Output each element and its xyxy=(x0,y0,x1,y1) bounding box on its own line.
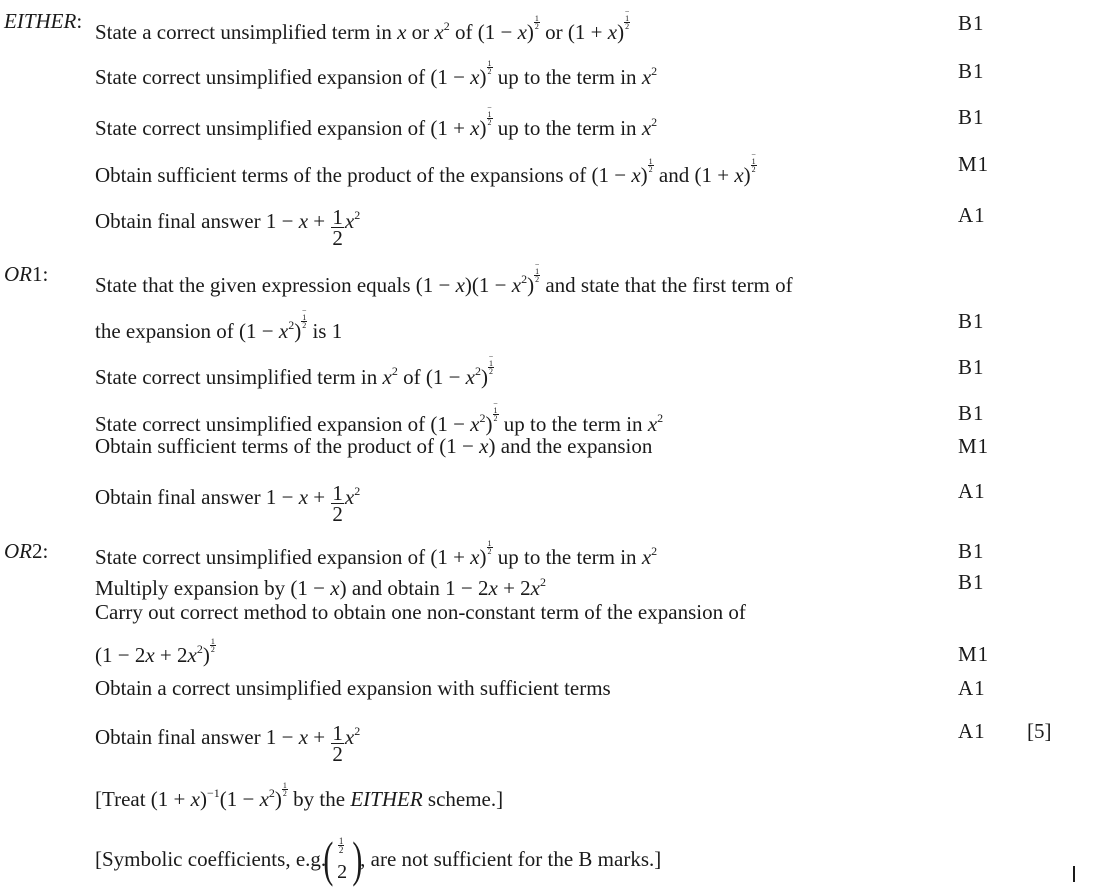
or2-step-3b: $(1 - 2x + 2x^2)$ $^{\frac{1}{2}}$ xyxy=(95,637,215,667)
or1-step-2: State correct unsimplified term in $x^2$ of $(1 - x^2)$ $^{- 1 2}$ xyxy=(95,352,494,389)
mark-or1-2: B1 xyxy=(958,355,985,379)
method-label-either: EITHER: xyxy=(4,9,83,33)
mark-or2-3: M1 xyxy=(958,642,990,666)
note-treat: [Treat $(1 + x)^{-1}(1 - x^2)$ $^{\frac{1}{2}}$ by the EITHER scheme.] xyxy=(95,781,504,811)
mark-either-5: A1 xyxy=(958,203,986,227)
mark-either-4: M1 xyxy=(958,152,990,176)
mark-or2-5: A1 xyxy=(958,719,986,743)
total-marks: [5] xyxy=(1027,719,1052,743)
either-step-5: Obtain final answer 1 − x + $\frac{1}{2}$ $x^2$ xyxy=(95,204,361,250)
either-step-4: Obtain sufficient terms of the product of the expansions of (1 − x) $^{\frac{1}{2}}$ and (1 + x) $^{- 1 2}$ xyxy=(95,150,756,187)
mark-or2-1: B1 xyxy=(958,539,985,563)
or2-step-3a: Carry out correct method to obtain one non-constant term of the expansion of xyxy=(95,600,746,624)
or1-step-5: Obtain final answer 1 − x + $\frac{1}{2}$ $x^2$ xyxy=(95,480,361,526)
either-step-1: State a correct unsimplified term in x or $x^2$ of (1 − x) $^{\frac{1}{2}}$ or (1 + x) $^{- 1 2}$ xyxy=(95,7,630,44)
mark-either-3: B1 xyxy=(958,105,985,129)
or2-step-5: Obtain final answer 1 − x + $\frac{1}{2}$ $x^2$ xyxy=(95,720,361,766)
either-step-2: State correct unsimplified expansion of (1 − x) $^{\frac{1}{2}}$ up to the term in $x^2$ xyxy=(95,59,658,89)
mark-or1-1: B1 xyxy=(958,309,985,333)
or2-step-2: Multiply expansion by (1 − x) and obtain $1 - 2x + 2x^2$ xyxy=(95,575,546,600)
or1-step-3: State correct unsimplified expansion of $(1 - x^2)$ $^{- 1 2}$ up to the term in $x^2$ xyxy=(95,399,664,436)
or1-step-1a: State that the given expression equals $(1 - x)(1 - x^2)$ $^{- 1 2}$ and state that the first term of xyxy=(95,260,793,297)
binomial-coefficient: ( 1 2 2 ) xyxy=(323,831,363,887)
or1-step-4: Obtain sufficient terms of the product of (1 − x) and the expansion xyxy=(95,434,653,458)
text-cursor xyxy=(1073,866,1075,882)
mark-or1-5: A1 xyxy=(958,479,986,503)
mark-either-2: B1 xyxy=(958,59,985,83)
mark-or1-4: M1 xyxy=(958,434,990,458)
or2-step-1: State correct unsimplified expansion of (1 + x) $^{\frac{1}{2}}$ up to the term in $x^2$ xyxy=(95,539,658,569)
method-label-or1: OR1: xyxy=(4,262,49,286)
either-step-3: State correct unsimplified expansion of (1 + x) $^{- 1 2}$ up to the term in $x^2$ xyxy=(95,103,658,140)
method-label-or2: OR2: xyxy=(4,539,49,563)
note-symbolic: [Symbolic coefficients, e.g. ( 1 2 2 ) , are not sufficient for the B marks.] xyxy=(95,831,662,887)
mark-or2-2: B1 xyxy=(958,570,985,594)
or1-step-1b: the expansion of $(1 - x^2)$ $^{- 1 2}$ is 1 xyxy=(95,306,343,343)
mark-or2-4: A1 xyxy=(958,676,986,700)
or2-step-4: Obtain a correct unsimplified expansion with sufficient terms xyxy=(95,676,611,700)
mark-either-1: B1 xyxy=(958,11,985,35)
mark-or1-3: B1 xyxy=(958,401,985,425)
